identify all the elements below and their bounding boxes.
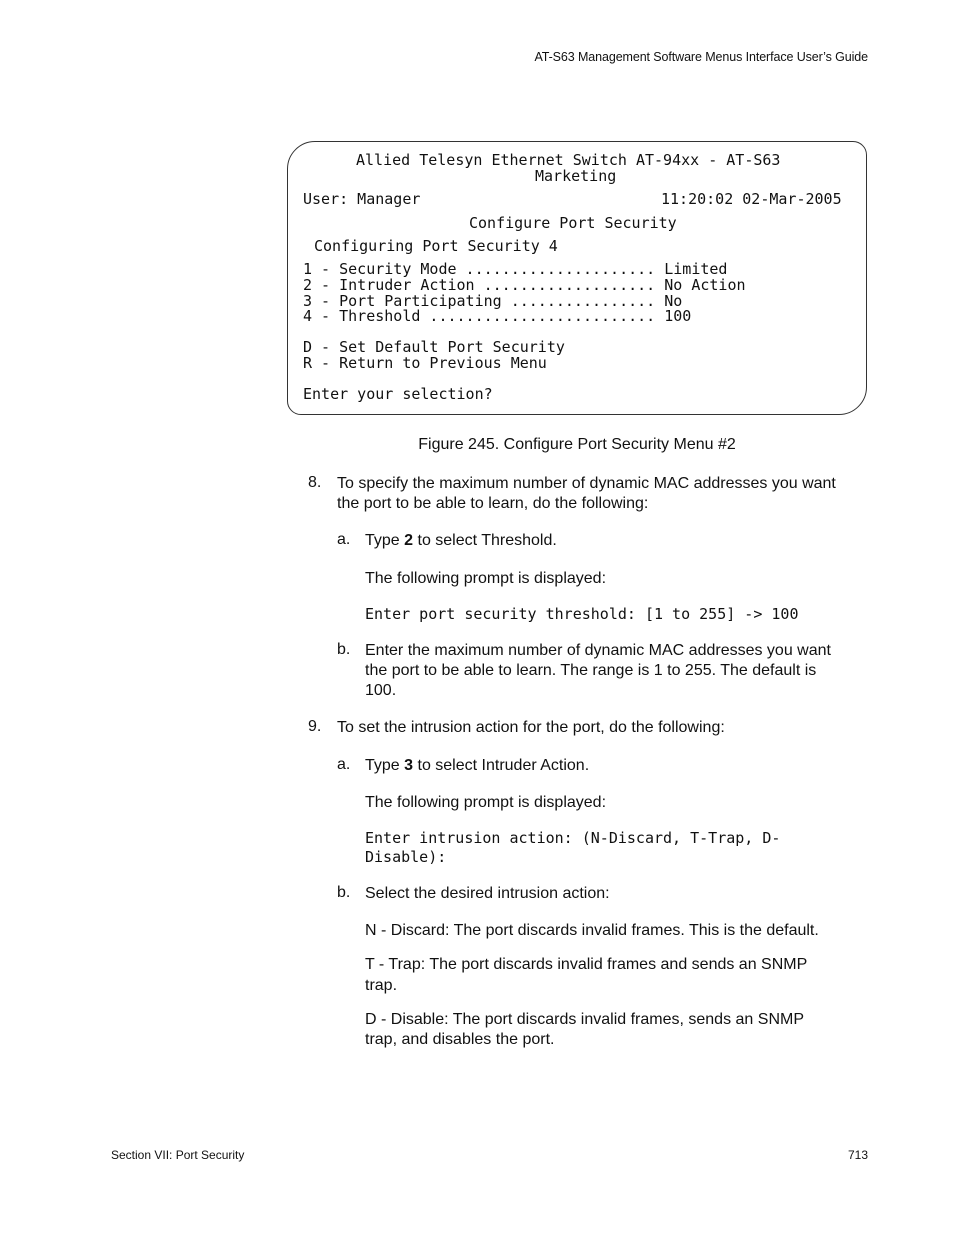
terminal-subtitle: Configuring Port Security 4 bbox=[314, 237, 558, 255]
intrusion-prompt-code-line2: Disable): bbox=[365, 848, 447, 866]
step-9a-letter: a. bbox=[337, 756, 351, 773]
figure-caption: Figure 245. Configure Port Security Menu #2 bbox=[418, 436, 736, 453]
step-8b-line1: Enter the maximum number of dynamic MAC addresses you want bbox=[365, 642, 831, 659]
step-8a-letter: a. bbox=[337, 531, 351, 548]
step-9-number: 9. bbox=[308, 718, 322, 735]
intrusion-prompt-code-line1: Enter intrusion action: (N-Discard, T-Trap, D- bbox=[365, 829, 781, 847]
terminal-screen bbox=[287, 141, 867, 415]
step-8-text-line2: the port to be able to learn, do the following: bbox=[337, 495, 649, 512]
step-9a-prompt-intro: The following prompt is displayed: bbox=[365, 794, 607, 811]
step-9-text: To set the intrusion action for the port, do the following: bbox=[337, 719, 725, 736]
menu-option-security-mode: 1 - Security Mode ..................... Limited bbox=[303, 260, 728, 278]
step-9b-text: Select the desired intrusion action: bbox=[365, 885, 610, 902]
step-8a-text: Type 2 to select Threshold. bbox=[365, 532, 557, 549]
disable-option-description-line2: trap, and disables the port. bbox=[365, 1031, 555, 1048]
threshold-prompt-code: Enter port security threshold: [1 to 255] -> 100 bbox=[365, 605, 799, 623]
running-header: AT-S63 Management Software Menus Interface User’s Guide bbox=[534, 50, 868, 64]
page-number: 713 bbox=[847, 1148, 868, 1162]
menu-command-default: D - Set Default Port Security bbox=[303, 338, 565, 356]
menu-option-threshold: 4 - Threshold ......................... 100 bbox=[303, 307, 692, 325]
terminal-menu-title: Configure Port Security bbox=[469, 214, 677, 232]
terminal-title-line2: Marketing bbox=[535, 167, 617, 185]
menu-command-return: R - Return to Previous Menu bbox=[303, 354, 547, 372]
step-8-text-line1: To specify the maximum number of dynamic MAC addresses you want bbox=[337, 475, 836, 492]
terminal-title-line1: Allied Telesyn Ethernet Switch AT-94xx - AT-S63 bbox=[356, 151, 781, 169]
menu-option-port-participating: 3 - Port Participating ................ No bbox=[303, 292, 683, 310]
menu-option-intruder-action: 2 - Intruder Action ................... No Action bbox=[303, 276, 746, 294]
disable-option-description-line1: D - Disable: The port discards invalid frames, sends an SNMP bbox=[365, 1011, 804, 1028]
step-9b-letter: b. bbox=[337, 884, 351, 901]
discard-option-description: N - Discard: The port discards invalid frames. This is the default. bbox=[365, 922, 819, 939]
step-9a-text: Type 3 to select Intruder Action. bbox=[365, 757, 590, 774]
step-8a-prompt-intro: The following prompt is displayed: bbox=[365, 570, 607, 587]
terminal-user: User: Manager bbox=[303, 190, 421, 208]
step-8b-line2: the port to be able to learn. The range is 1 to 255. The default is bbox=[365, 662, 817, 679]
step-8-number: 8. bbox=[308, 474, 322, 491]
step-8b-line3: 100. bbox=[365, 682, 397, 699]
footer-section: Section VII: Port Security bbox=[111, 1148, 245, 1162]
terminal-datetime: 11:20:02 02-Mar-2005 bbox=[661, 190, 842, 208]
step-8b-letter: b. bbox=[337, 641, 351, 658]
terminal-prompt: Enter your selection? bbox=[303, 385, 493, 403]
trap-option-description-line1: T - Trap: The port discards invalid frames and sends an SNMP bbox=[365, 956, 808, 973]
trap-option-description-line2: trap. bbox=[365, 977, 398, 994]
